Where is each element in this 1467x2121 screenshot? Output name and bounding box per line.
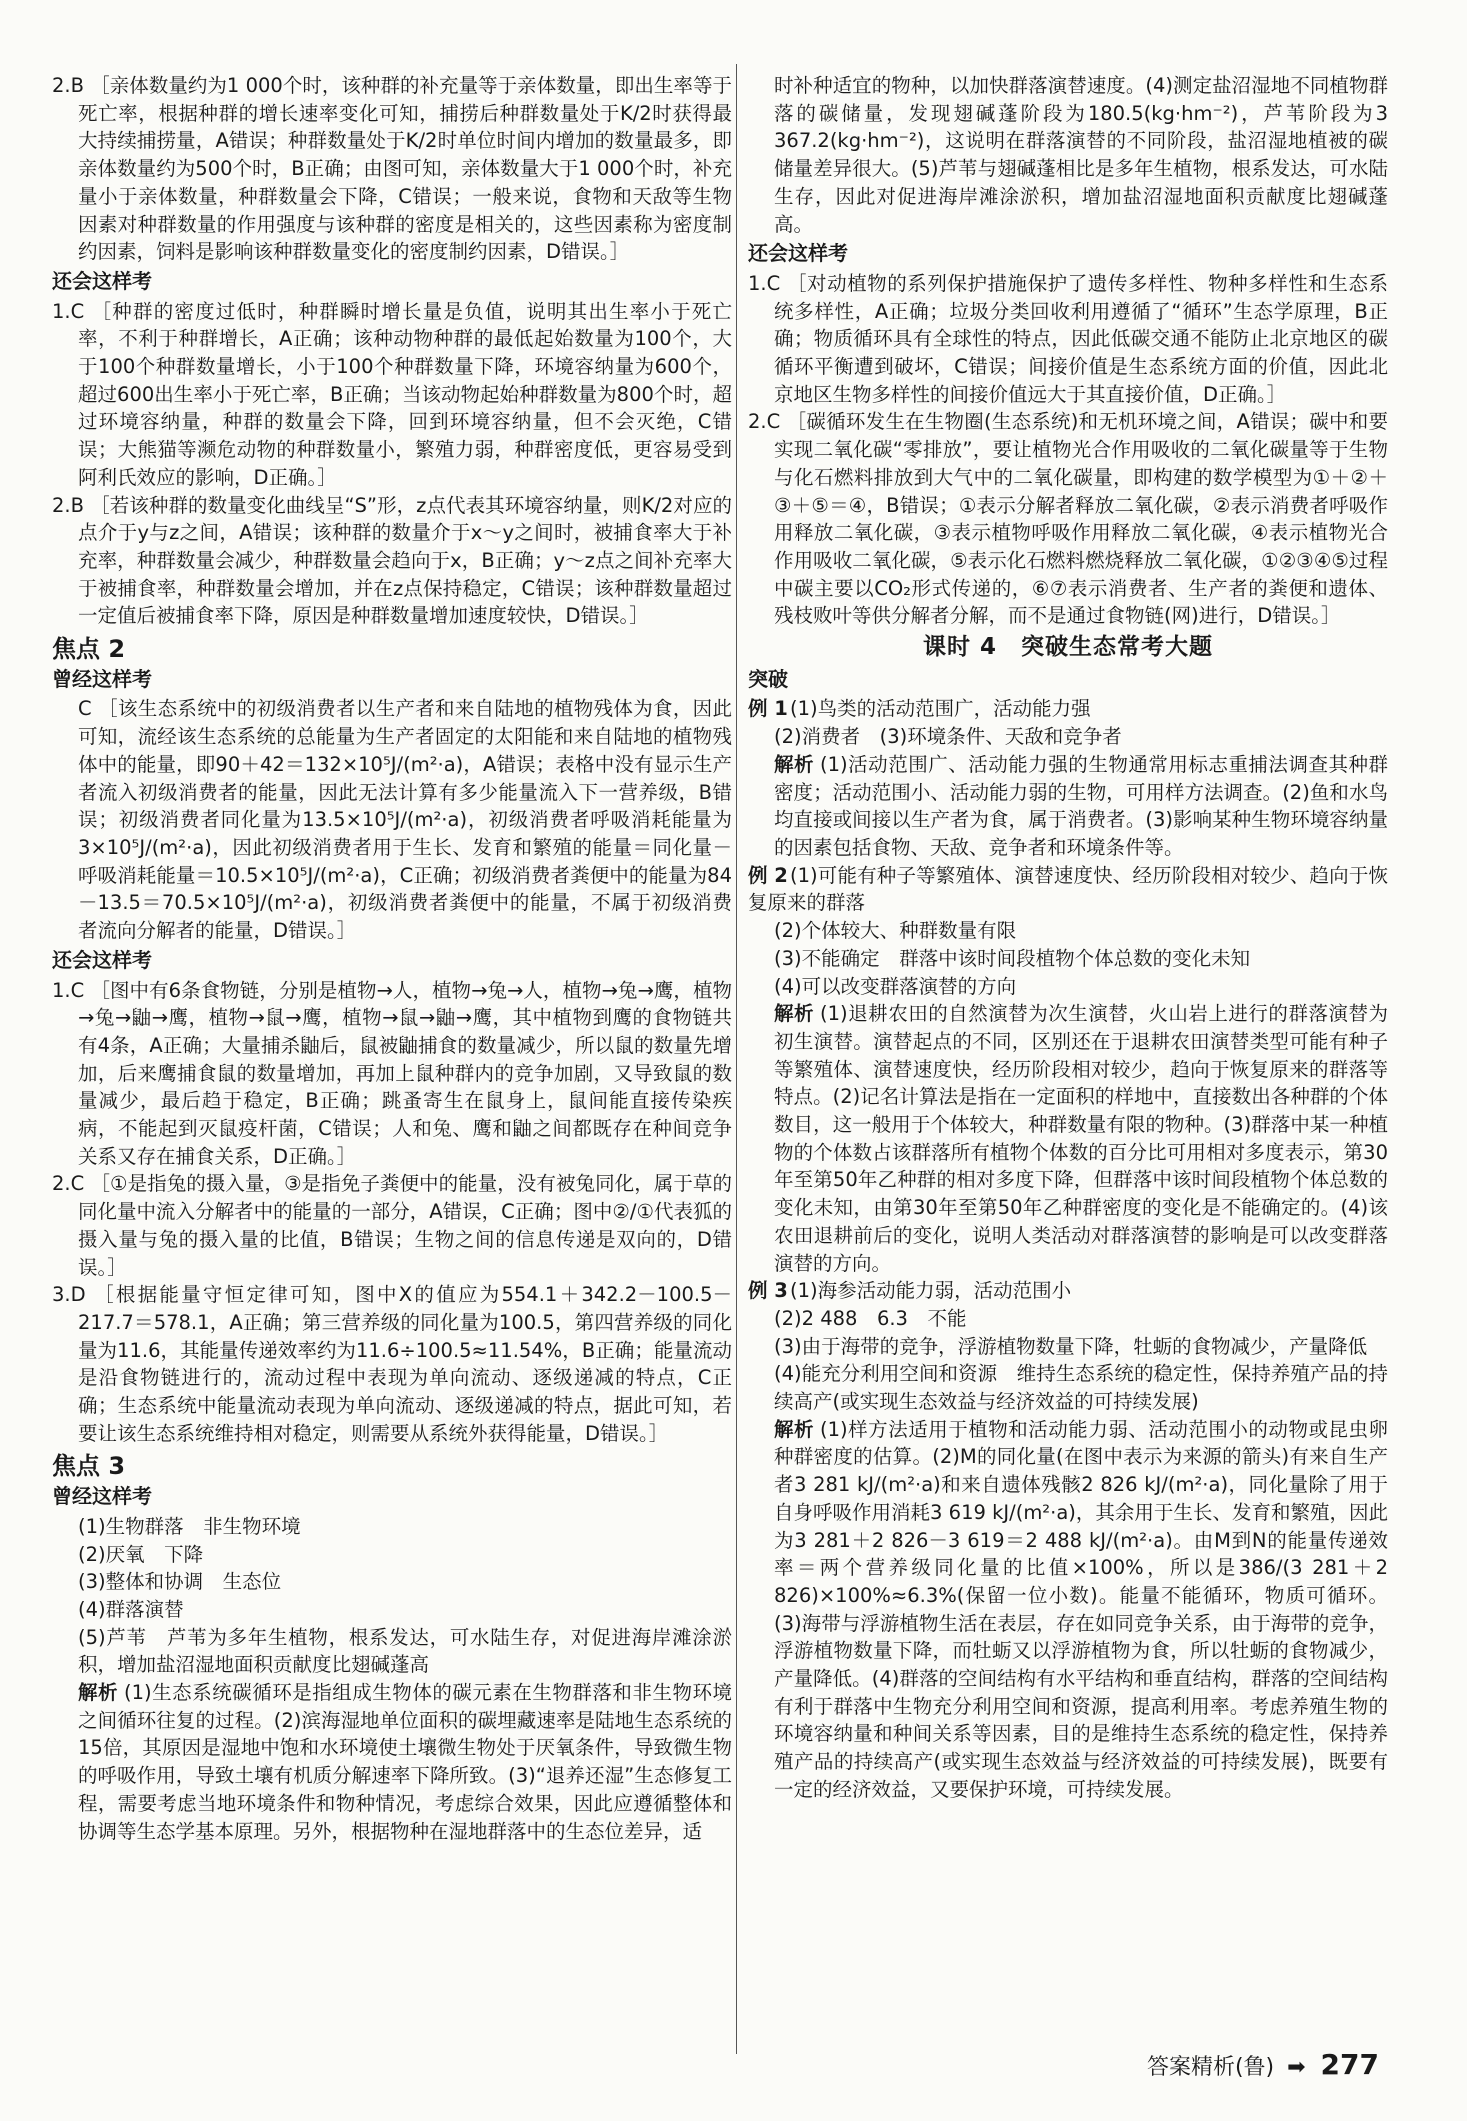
focus2-answer-2: 2.C ［①是指兔的摄入量，③是指免子粪便中的能量，没有被兔同化，属于草的同化量中流入分解者中的能量的一部分，A错误，C正确；图中②/①代表狐的摄入量与兔的摄入量的比值，B错误；生物之间的信息传递是双向的，D错误。］ — [52, 1172, 732, 1279]
footer-label: 答案精析(鲁) — [1146, 2055, 1275, 2080]
explanation-text: (1)生态系统碳循环是指组成生物体的碳元素在生物群落和非生物环境之间循环往复的过程。(2)滨海湿地单位面积的碳埋藏速率是陆地生态系统的15倍，其原因是湿地中饱和水环境使土壤微生物处于厌氧条件，导致微生物的呼吸作用，导致土壤有机质分解速率下降所致。(3)“退养还湿”生态修复工程，需要考虑当地环境条件和物种情况，考虑综合效果，因此应遵循整体和协调等生态学基本原理。另外，根据物种在湿地群落中的生态位差异，适 — [78, 1681, 732, 1843]
example-2-explanation: 解析 (1)退耕农田的自然演替为次生演替，火山岩上进行的群落演替为初生演替。演替起点的不同，区别还在于退耕农田演替类型可能有种子等繁殖体、演替速度快，经历阶段相对较少，趋向于恢复原来的群落等特点。(2)记名计算法是指在一定面积的样地中，直接数出各种群的个体数目，这一般用于个体较大，种群数量有限的物种。(3)群落中某一种植物的个体数占该群落所有植物个体数的百分比可用相对多度表示，第30年至第50年乙种群的相对多度下降，但群落中该时间段植物个体总数的变化未知，由第30年至第50年乙种群密度的变化是不能确定的。(4)该农田退耕前后的变化，说明人类活动对群落演替的影响是可以改变群落演替的方向。 — [774, 1002, 1388, 1275]
heading-used-to-ask: 曾经这样考 — [52, 666, 152, 691]
focus3-explanation-continued: 时补种适宜的物种，以加快群落演替速度。(4)测定盐沼湿地不同植物群落的碳储量，发现翅碱蓬阶段为180.5(kg·hm⁻²)，芦苇阶段为3 367.2(kg·hm⁻²)，这说明在群落演替的不同阶段，盐沼湿地植被的碳储量差异很大。(5)芦苇与翅碱蓬相比是多年生植物，根系发达，可水陆生存，因此对促进海岸滩涂淤积，增加盐沼湿地面积贡献度比翅碱蓬高。 — [774, 74, 1388, 236]
example-2-answer-3: (3)不能确定 群落中该时间段植物个体总数的变化未知 — [774, 946, 1251, 970]
example-2-answer-4: (4)可以改变群落演替的方向 — [774, 974, 1017, 998]
explanation-label: 解析 — [78, 1681, 119, 1705]
example-3-answer-3: (3)由于海带的竞争，浮游植物数量下降，牡蛎的食物减少，产量降低 — [774, 1334, 1368, 1358]
heading-also-ask-3: 还会这样考 — [748, 241, 848, 266]
focus3-item-5: (5)芦苇 芦苇为多年生植物，根系发达，可水陆生存，对促进海岸滩涂淤积，增加盐沼湿地面积贡献度比翅碱蓬高 — [78, 1625, 732, 1677]
page-number: 277 — [1320, 2048, 1379, 2081]
focus3-answer-2: 2.C ［碳循环发生在生物圈(生态系统)和无机环境之间，A错误；碳中和要实现二氧化碳“零排放”，要让植物光合作用吸收的二氧化碳量等于生物与化石燃料排放到大气中的二氧化碳量，即构建的数学模型为①＋②＋③＋⑤＝④，B错误；①表示分解者释放二氧化碳，②表示消费者呼吸作用释放二氧化碳，③表示植物呼吸作用释放二氧化碳，④表示植物光合作用吸收二氧化碳，⑤表示化石燃料燃烧释放二氧化碳，①②③④⑤过程中碳主要以CO₂形式传递的，⑥⑦表示消费者、生产者的粪便和遗体、残枝败叶等供分解者分解，而不是通过食物链(网)进行，D错误。］ — [748, 410, 1388, 628]
focus-3-heading: 焦点 3 — [52, 1452, 126, 1481]
focus3-item-3: (3)整体和协调 生态位 — [78, 1570, 282, 1594]
page-footer — [1147, 2048, 1379, 2081]
example-1-explanation: 解析 (1)活动范围广、活动能力强的生物通常用标志重捕法调查其种群密度；活动范围小、活动能力弱的生物，可用样方法调查。(2)鱼和水鸟均直接或间接以生产者为食，属于消费者。(3)影响某种生物环境容纳量的因素包括食物、天敌、竞争者和环境条件等。 — [774, 752, 1388, 859]
arrow-right-icon: ➡ — [1287, 2055, 1306, 2080]
answer-1c: 1.C ［种群的密度过低时，种群瞬时增长量是负值，说明其出生率小于死亡率，不利于种群增长，A正确；该种动物种群的最低起始数量为100个，大于100个种群数量增长，小于100个种群数量下降，环境容纳量为600个，超过600出生率小于死亡率，B正确；当该动物起始种群数量为800个时，超过环境容纳量，种群的数量会下降，回到环境容纳量，但不会灭绝，C错误；大熊猫等濒危动物的种群数量小，繁殖力弱，种群密度低，更容易受到阿利氏效应的影响，D正确。］ — [52, 299, 732, 489]
focus3-explanation — [52, 1679, 732, 1845]
answer-2b: 2.B ［亲体数量约为1 000个时，该种群的补充量等于亲体数量，即出生率等于死亡率，根据种群的增长速率变化可知，捕捞后种群数量处于K/2时获得最大持续捕捞量，A错误；种群数量处于K/2时单位时间内增加的数量最多，即亲体数量约为500个时，B正确；由图可知，亲体数量大于1 000个时，补充量小于亲体数量，种群数量会下降，C错误；一般来说，食物和天敌等生物因素对种群数量的作用强度与该种群的密度是相关的，这些因素称为密度制约因素，饲料是影响该种群数量变化的密度制约因素，D错误。］ — [52, 74, 732, 264]
heading-breakthrough: 突破 — [748, 666, 788, 691]
focus-2-heading: 焦点 2 — [52, 635, 126, 664]
focus3-item-2: (2)厌氧 下降 — [78, 1542, 204, 1566]
example-1-answer-2: (2)消费者 (3)环境条件、天敌和竞争者 — [774, 725, 1122, 749]
example-3-answer-2: (2)2 488 6.3 不能 — [774, 1306, 967, 1330]
column-divider — [736, 64, 737, 2054]
example-3-explanation: 解析 (1)样方法适用于植物和活动能力弱、活动范围小的动物或昆虫卵种群密度的估算。(2)M的同化量(在图中表示为来源的箭头)有来自生产者3 281 kJ/(m²·a)和来自遗体残骸2 826 kJ/(m²·a)，同化量除了用于自身呼吸作用消耗3 619 kJ/(m²·a)，其余用于生长、发育和繁殖，因此为3 281＋2 826－3 619＝2 488 kJ/(m²·a)。由M到N的能量传递效率＝两个营养级同化量的比值×100%，所以是386/(3 281＋2 826)×100%≈6.3%(保留一位小数)。能量不能循环，物质可循环。(3)海带与浮游植物生活在表层，存在如同竞争关系，由于海带的竞争，浮游植物数量下降，而牡蛎又以浮游植物为食，所以牡蛎的食物减少，产量降低。(4)群落的空间结构有水平结构和垂直结构，群落的空间结构有利于群落中生物充分利用空间和资源，提高利用率。考虑养殖生物的环境容纳量和种间关系等因素，目的是维持生态系统的稳定性，保持养殖产品的持续高产(或实现生态效益与经济效益的可持续发展)，既要有一定的经济效益，又要保护环境，可持续发展。 — [774, 1417, 1388, 1801]
focus3-answer-1: 1.C ［对动植物的系列保护措施保护了遗传多样性、物种多样性和生态系统多样性，A正确；垃圾分类回收利用遵循了“循环”生态学原理，B正确；物质循环具有全球性的特点，因此低碳交通不能防止北京地区的碳循环平衡遭到破坏，C错误；间接价值是生态系统方面的价值，因此北京地区生物多样性的间接价值远大于其直接价值，D正确。］ — [748, 271, 1388, 406]
focus3-item-4: (4)群落演替 — [78, 1597, 184, 1621]
heading-used-to-ask-3: 曾经这样考 — [52, 1484, 152, 1509]
answer-2b-second: 2.B ［若该种群的数量变化曲线呈“S”形，z点代表其环境容纳量，则K/2对应的点介于y与z之间，A错误；该种群的数量介于x～y之间时，被捕食率大于补充率，种群数量会减少，种群数量会趋向于x，B正确；y～z点之间补充率大于被捕食率，种群数量会增加，并在z点保持稳定，C错误；该种群数量超过一定值后被捕食率下降，原因是种群数量增加速度较快，D错误。］ — [52, 493, 732, 628]
lesson-title: 课时 4 突破生态常考大题 — [922, 634, 1213, 661]
example-1-label: 例 1 — [748, 697, 788, 721]
example-3-answer-1: 例 3 (1)海参活动能力弱，活动范围小 — [748, 1277, 1388, 1305]
focus2-answer-1: 1.C ［图中有6条食物链，分别是植物→人，植物→兔→人，植物→兔→鹰，植物→兔→鼬→鹰，植物→鼠→鹰，植物→鼠→鼬→鹰，其中植物到鹰的食物链共有4条，A正确；大量捕杀鼬后，鼠被鼬捕食的数量减少，所以鼠的数量先增加，后来鹰捕食鼠的数量增加，再加上鼠种群内的竞争加剧，又导致鼠的数量减少，最后趋于稳定，B正确；跳蚤寄生在鼠身上，鼠间能直接传染疾病，不能起到灭鼠疫杆菌，C错误；人和兔、鹰和鼬之间都既存在种间竞争关系又存在捕食关系，D正确。］ — [52, 978, 732, 1168]
right-column — [748, 72, 1388, 1804]
focus2-answer-c: C ［该生态系统中的初级消费者以生产者和来自陆地的植物残体为食，因此可知，流经该生态系统的总能量为生产者固定的太阳能和来自陆地的植物残体中的能量，即90＋42＝132×10⁵J/(m²·a)，A错误；表格中没有显示生产者流入初级消费者的能量，因此无法计算有多少能量流入下一营养级，B错误；初级消费者同化量为13.5×10⁵J/(m²·a)，初级消费者呼吸消耗能量为3×10⁵J/(m²·a)，因此初级消费者用于生长、发育和繁殖的能量＝同化量－呼吸消耗能量＝10.5×10⁵J/(m²·a)，C正确；初级消费者粪便中的能量为84－13.5＝70.5×10⁵J/(m²·a)，初级消费者粪便中的能量，不属于初级消费者流向分解者的能量，D错误。］ — [78, 697, 732, 943]
focus2-answer-3: 3.D ［根据能量守恒定律可知，图中X的值应为554.1＋342.2－100.5－217.7＝578.1，A正确；第三营养级的同化量为100.5，第四营养级的同化量为11.6，其能量传递效率约为11.6÷100.5≈11.54%，B正确；能量流动是沿食物链进行的，流动过程中表现为单向流动、逐级递减的特点，C正确；生态系统中能量流动表现为单向流动、逐级递减的特点，据此可知，若要让该生态系统维持相对稳定，则需要从系统外获得能量，D错误。］ — [52, 1283, 732, 1445]
left-column — [52, 72, 732, 1845]
focus3-item-1: (1)生物群落 非生物环境 — [78, 1514, 301, 1538]
example-3-answer-4: (4)能充分利用空间和资源 维持生态系统的稳定性，保持养殖产品的持续高产(或实现生态效益与经济效益的可持续发展) — [774, 1362, 1388, 1414]
example-2-answer-1: 例 2 (1)可能有种子等繁殖体、演替速度快、经历阶段相对较少、趋向于恢复原来的群落 — [748, 863, 1388, 915]
example-1-answer-1: 例 1 (1)鸟类的活动范围广，活动能力强 — [748, 695, 1388, 723]
example-2-label: 例 2 — [748, 863, 788, 887]
example-3-label: 例 3 — [748, 1279, 788, 1303]
heading-also-ask-2: 还会这样考 — [52, 947, 152, 972]
heading-also-ask: 还会这样考 — [52, 268, 152, 293]
example-2-answer-2: (2)个体较大、种群数量有限 — [774, 919, 1017, 943]
